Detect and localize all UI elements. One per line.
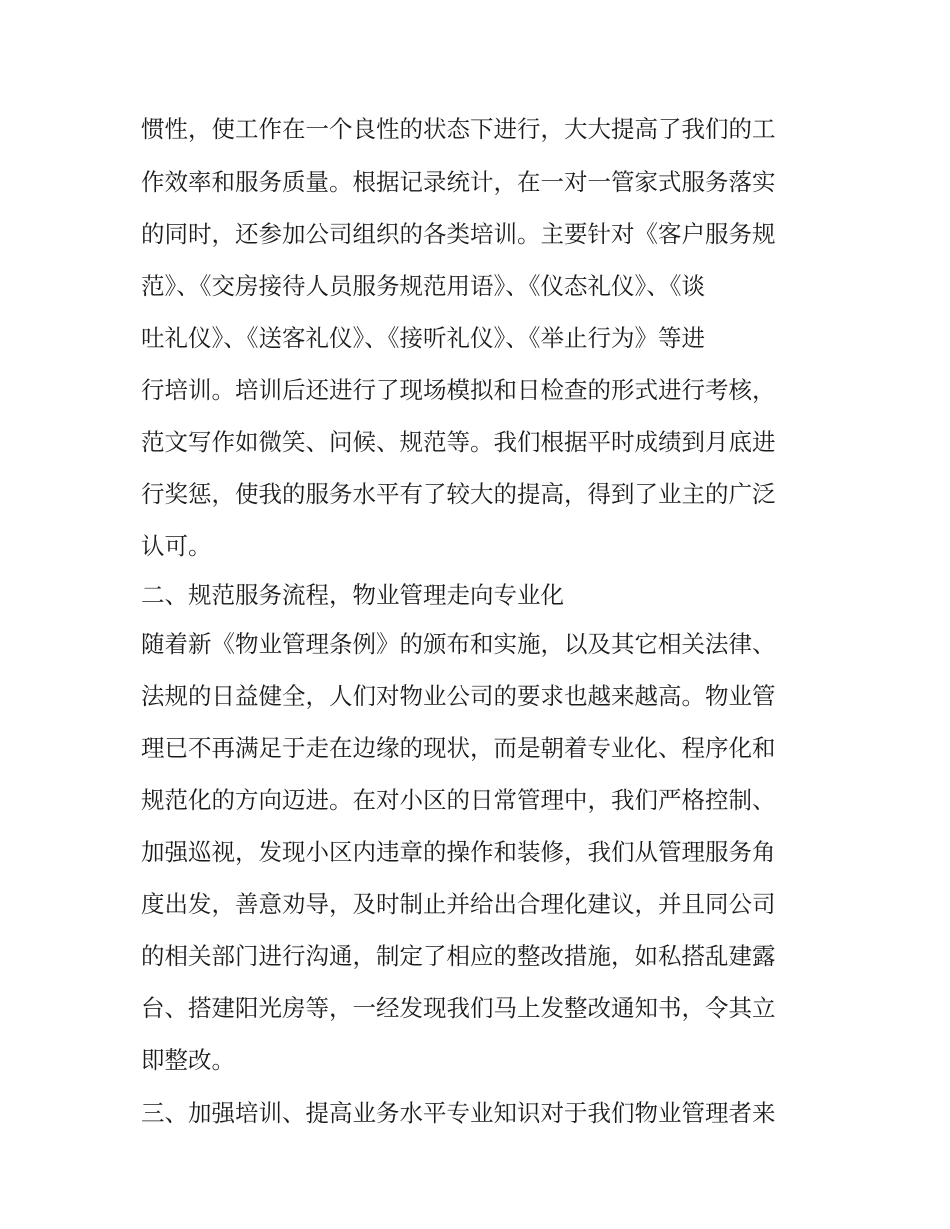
text-line-18: 台、搭建阳光房等，一经发现我们马上发整改通知书，令其立 xyxy=(141,994,776,1022)
section-heading-2: 二、规范服务流程，物业管理走向专业化 xyxy=(141,581,564,609)
text-line-19: 即整改。 xyxy=(141,1046,235,1074)
text-line-16: 度出发，善意劝导，及时制止并给出合理化建议，并且同公司 xyxy=(141,890,776,918)
text-line-11: 随着新《物业管理条例》的颁布和实施，以及其它相关法律、 xyxy=(141,630,776,658)
text-line-15: 加强巡视，发现小区内违章的操作和装修，我们从管理服务角 xyxy=(141,838,776,866)
text-line-13: 理已不再满足于走在边缘的现状，而是朝着专业化、程序化和 xyxy=(141,734,776,762)
text-line-2: 作效率和服务质量。根据记录统计，在一对一管家式服务落实 xyxy=(141,168,776,196)
section-heading-3: 三、加强培训、提高业务水平专业知识对于我们物业管理者来 xyxy=(141,1099,776,1127)
text-line-5: 吐礼仪》、《送客礼仪》、《接听礼仪》、《举止行为》等进 xyxy=(141,324,705,352)
text-line-12: 法规的日益健全，人们对物业公司的要求也越来越高。物业管 xyxy=(141,682,776,710)
text-line-3: 的同时，还参加公司组织的各类培训。主要针对《客户服务规 xyxy=(141,220,776,248)
text-line-9: 认可。 xyxy=(141,532,212,560)
text-line-6: 行培训。培训后还进行了现场模拟和日检查的形式进行考核， xyxy=(141,376,776,404)
text-line-17: 的相关部门进行沟通，制定了相应的整改措施，如私搭乱建露 xyxy=(141,942,776,970)
text-line-7: 范文写作如微笑、问候、规范等。我们根据平时成绩到月底进 xyxy=(141,428,776,456)
text-line-14: 规范化的方向迈进。在对小区的日常管理中，我们严格控制、 xyxy=(141,786,776,814)
text-line-4: 范》、《交房接待人员服务规范用语》、《仪态礼仪》、《谈 xyxy=(141,272,705,300)
text-line-8: 行奖惩，使我的服务水平有了较大的提高，得到了业主的广泛 xyxy=(141,480,776,508)
text-line-1: 惯性，使工作在一个良性的状态下进行，大大提高了我们的工 xyxy=(141,115,776,143)
